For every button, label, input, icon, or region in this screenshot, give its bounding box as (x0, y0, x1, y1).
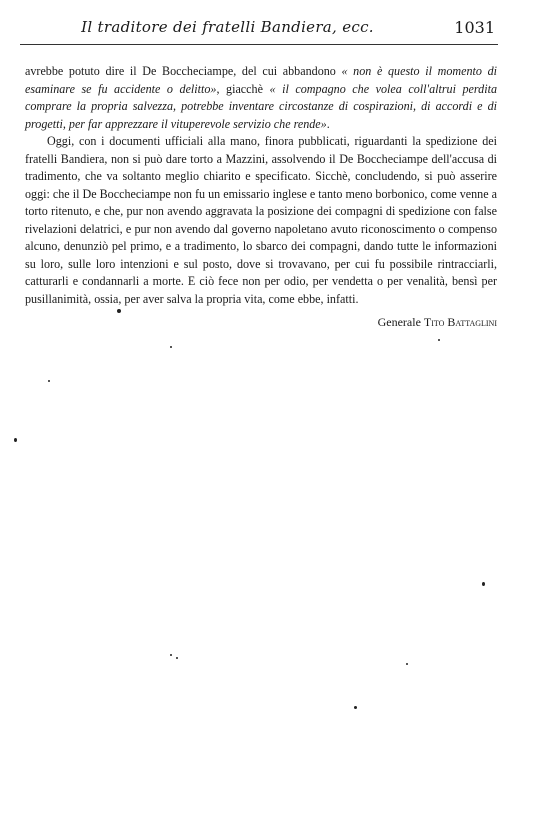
paragraph-1-text-c: . (326, 116, 330, 131)
author-rank: Generale (377, 315, 421, 329)
running-title: Il traditore dei fratelli Bandiera, ecc. (81, 18, 374, 36)
scan-speck (48, 380, 50, 382)
scan-speck (14, 438, 17, 442)
scan-speck (482, 582, 485, 586)
paragraph-2: Oggi, con i documenti ufficiali alla mano, finora pubblicati, riguardanti la spedizione dei fratelli Bandiera, non si può dare torto a Mazzini, assolvendo il De Boccheciampe dell'accusa di tradimento, che va soltanto meglio chiarito e specificato. Sicchè, concludendo, si può asserire oggi: che il De Boccheciampe non fu un emissario inglese e tanto meno borbonico, come venne a torto ritenuto, e che, pur non avendo aggravata la posizione dei compagni di spedizione con false rivelazioni delatrici, e pur non avendo dal governo napoletano avuto riconoscimento o compenso alcuno, denunziò pel primo, e a tradimento, lo sbarco dei compagni, dando tutte le informazioni su loro, sulle loro intenzioni e sul posto, dove si trovavano, per cui fu possibile rintracciarli, catturarli e condannarli a morte. E ciò fece non per odio, per vendetta o per venalità, bensì per pusillanimità, ossia, per aver salva la propria vita, come ebbe, infatti. (25, 134, 497, 306)
paragraph-1 (25, 63, 497, 133)
running-header (20, 18, 495, 42)
scan-speck (354, 706, 357, 709)
author-name: Tito Battaglini (423, 315, 497, 329)
quotation-1: « non è questo il momento di esaminare se fu accidente o delitto» (25, 64, 497, 96)
scan-speck (406, 663, 408, 665)
scan-speck (170, 654, 172, 656)
scan-speck (438, 339, 440, 341)
article-body (25, 63, 497, 308)
header-rule (20, 44, 498, 45)
quotation-2: « il compagno che volea coll'altrui perdita comprare la propria salvezza, potrebbe inventare circostanze di cospirazioni, di accordi e di progetti, per far apprezzare il vituperevole servizio che rende» (25, 81, 497, 131)
paragraph-1-text-a: avrebbe potuto dire il De Boccheciampe, del cui abbandono (25, 64, 342, 78)
scan-speck (117, 309, 121, 313)
scan-speck (176, 657, 178, 659)
author-signature (378, 315, 497, 330)
scan-speck (170, 346, 172, 348)
page-number: 1031 (454, 18, 495, 37)
paragraph-1-text-b: , giacchè (216, 81, 270, 96)
